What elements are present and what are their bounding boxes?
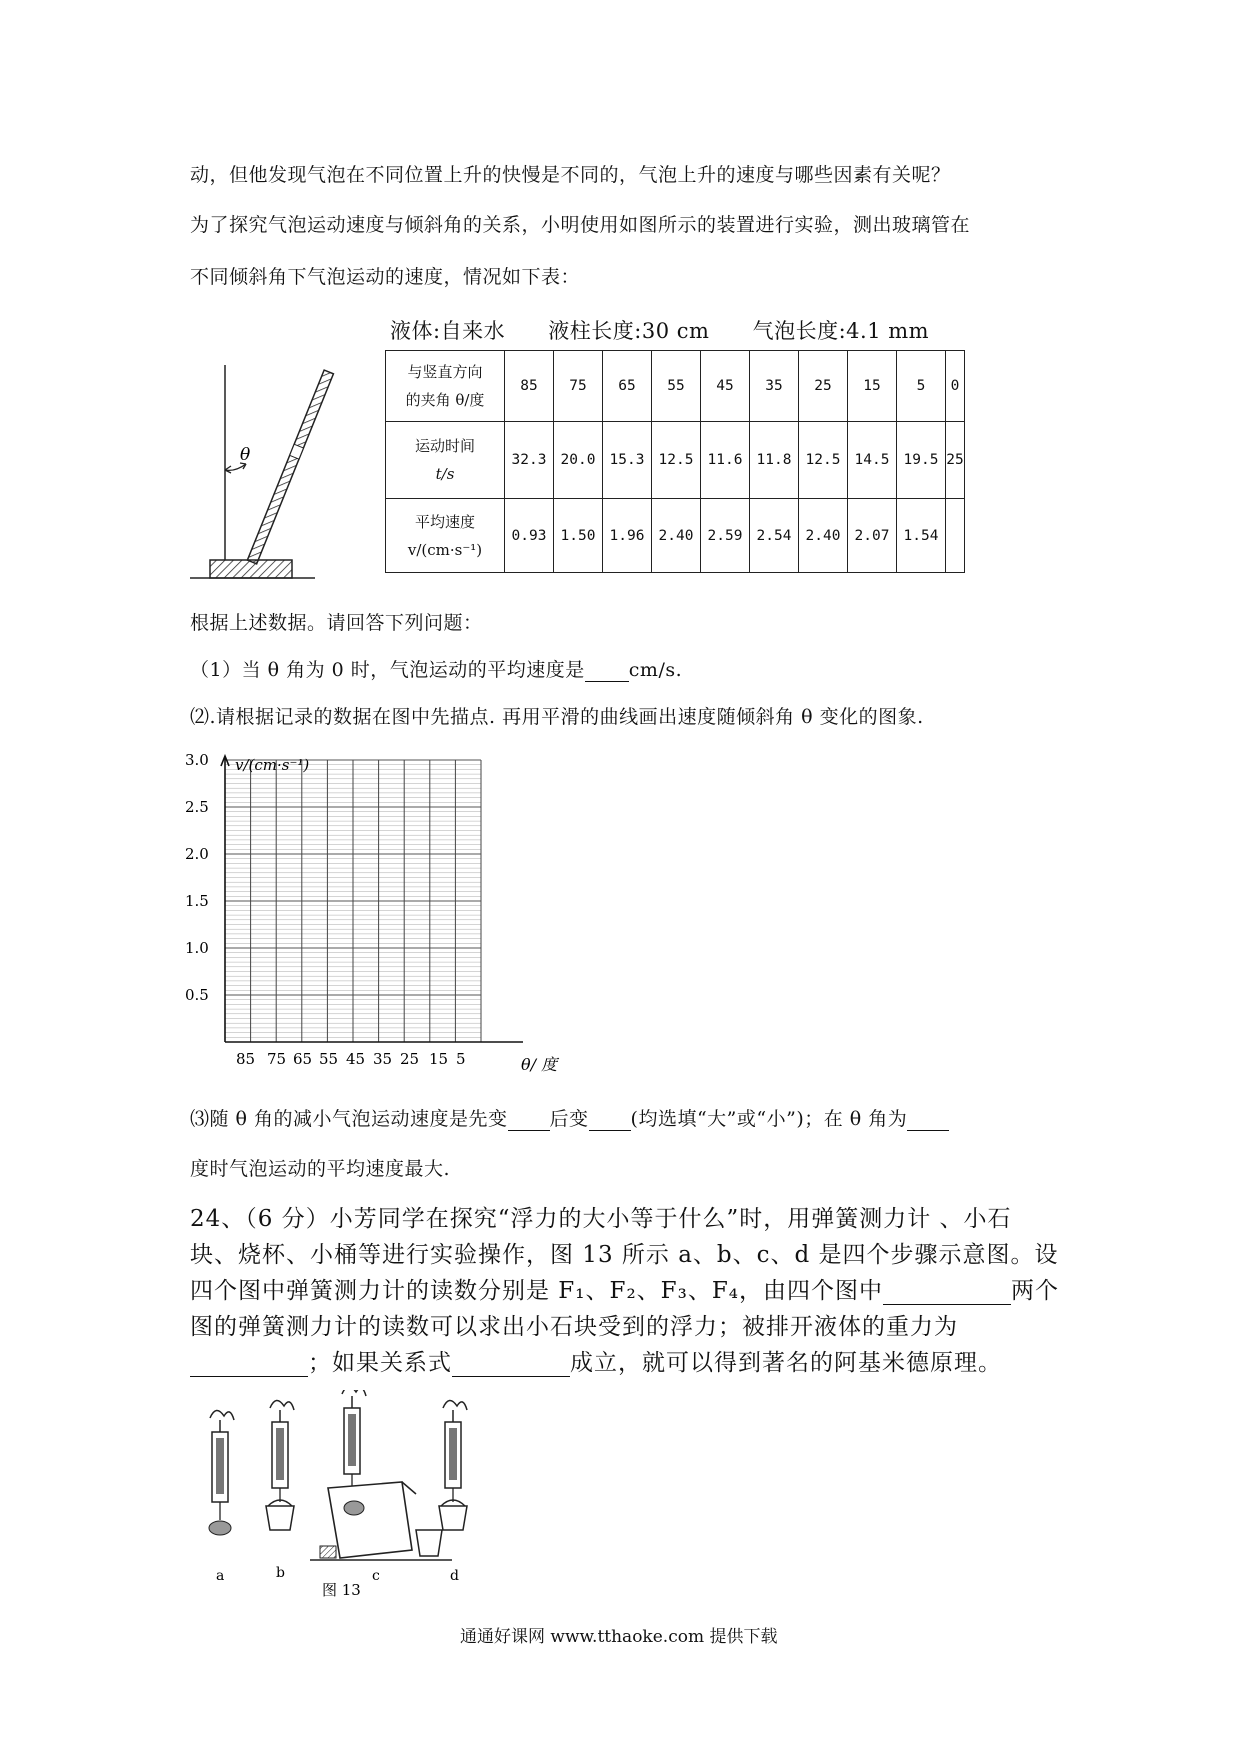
question-2: ⑵.请根据记录的数据在图中先描点. 再用平滑的曲线画出速度随倾斜角 θ 变化的图象. [190, 706, 924, 728]
question-3-line-1 [190, 1104, 949, 1131]
question-24-text-b: 两个 [1011, 1278, 1060, 1304]
table-row-angle [386, 351, 965, 422]
figure-13-illustration [190, 1390, 570, 1610]
x-tick-label: 75 [267, 1050, 287, 1068]
intro-line-2: 为了探究气泡运动速度与倾斜角的关系，小明使用如图所示的装置进行实验，测出玻璃管在 [190, 214, 971, 236]
speed-cell: 2.40 [652, 499, 701, 573]
hand-icon [210, 1410, 234, 1420]
time-cell: 14.5 [848, 422, 897, 499]
header-line: t/s [435, 465, 455, 483]
time-cell: 32.3 [505, 422, 554, 499]
header-line: 运动时间 [414, 437, 475, 455]
answer-blank[interactable] [508, 1108, 550, 1131]
speed-cell: 2.07 [848, 499, 897, 573]
table-caption [390, 315, 965, 345]
answer-blank[interactable] [883, 1278, 1011, 1305]
question-1-text: （1）当 θ 角为 0 时，气泡运动的平均速度是 [190, 659, 585, 681]
table-row-speed [386, 499, 965, 573]
y-tick-label: 1.5 [185, 892, 209, 910]
question-1-unit: cm/s. [628, 659, 683, 681]
overflow-beaker [328, 1482, 412, 1558]
intro-line-3: 不同倾斜角下气泡运动的速度，情况如下表： [190, 266, 581, 288]
x-tick-label: 15 [429, 1050, 449, 1068]
theta-label: θ [240, 445, 251, 465]
speed-cell: 2.54 [750, 499, 799, 573]
header-line: 与竖直方向 [407, 363, 483, 381]
y-tick-label: 3.0 [185, 751, 209, 769]
step-c-immersion [310, 1390, 452, 1560]
header-line: v/(cm·s⁻¹) [407, 540, 483, 559]
caption-column-length: 液柱长度:30 cm [548, 319, 710, 343]
x-tick-label: 55 [319, 1050, 339, 1068]
y-axis-label: v/(cm·s⁻¹) [235, 756, 310, 774]
bucket [416, 1530, 442, 1556]
question-1 [190, 655, 682, 682]
footer-credit: 通通好课网 www.tthaoke.com 提供下载 [460, 1627, 778, 1647]
row-header-speed [386, 499, 505, 573]
caption-liquid: 液体:自来水 [390, 319, 506, 343]
header-line: 平均速度 [414, 512, 475, 531]
time-cell: 19.5 [897, 422, 946, 499]
angle-cell: 15 [848, 351, 897, 422]
tilted-tube-apparatus [180, 350, 380, 585]
table-row-time [386, 422, 965, 499]
question-3-text-b: 后变 [549, 1108, 589, 1130]
hand-icon [342, 1390, 366, 1396]
x-tick-label: 5 [456, 1050, 466, 1068]
row-header-angle [386, 351, 505, 422]
question-24-line-3 [190, 1272, 1059, 1305]
stone [209, 1521, 231, 1535]
x-tick-label: 25 [400, 1050, 420, 1068]
row-header-time [386, 422, 505, 499]
angle-cell: 25 [799, 351, 848, 422]
step-b-scale-with-bucket [266, 1400, 294, 1530]
time-cell: 12.5 [799, 422, 848, 499]
time-cell: 25 [946, 422, 965, 499]
question-24-line-2: 块、烧杯、小桶等进行实验操作，图 13 所示 a、b、c、d 是四个步骤示意图。设 [190, 1242, 1059, 1268]
answer-blank[interactable] [907, 1108, 949, 1131]
bucket [266, 1506, 294, 1530]
speed-cell: 2.40 [799, 499, 848, 573]
angle-cell: 55 [652, 351, 701, 422]
time-cell: 11.8 [750, 422, 799, 499]
speed-cell: 0.93 [505, 499, 554, 573]
step-d-scale-with-water-bucket [439, 1400, 467, 1530]
angle-cell: 0 [946, 351, 965, 422]
answer-blank[interactable] [452, 1350, 570, 1377]
speed-cell: 1.50 [554, 499, 603, 573]
y-tick-labels [185, 751, 209, 1004]
x-tick-label: 65 [293, 1050, 313, 1068]
support-block [320, 1546, 336, 1558]
time-cell: 11.6 [701, 422, 750, 499]
bubble-data-table [385, 350, 965, 573]
glass-tube [247, 370, 333, 564]
speed-cell: 1.96 [603, 499, 652, 573]
question-intro: 根据上述数据。请回答下列问题： [190, 612, 483, 634]
x-tick-label: 45 [346, 1050, 366, 1068]
angle-cell: 5 [897, 351, 946, 422]
question-3-text-c: (均选填“大”或“小”)；在 θ 角为 [630, 1108, 908, 1130]
header-line: 的夹角 θ/度 [405, 391, 485, 409]
y-tick-label: 0.5 [185, 986, 209, 1004]
question-24-line-4: 图的弹簧测力计的读数可以求出小石块受到的浮力；被排开液体的重力为 [190, 1314, 958, 1340]
question-24-text-c: ；如果关系式 [308, 1350, 452, 1376]
angle-cell: 45 [701, 351, 750, 422]
question-24-text-a: 四个图中弹簧测力计的读数分别是 F₁、F₂、F₃、F₄，由四个图中 [190, 1278, 884, 1304]
angle-cell: 35 [750, 351, 799, 422]
angle-arrow-left [225, 466, 231, 473]
time-cell: 15.3 [603, 422, 652, 499]
hand-icon [443, 1400, 467, 1410]
y-tick-label: 2.5 [185, 798, 209, 816]
angle-cell: 65 [603, 351, 652, 422]
intro-line-1: 动，但他发现气泡在不同位置上升的快慢是不同的，气泡上升的速度与哪些因素有关呢？ [190, 164, 951, 186]
y-tick-label: 2.0 [185, 845, 209, 863]
time-cell: 20.0 [554, 422, 603, 499]
label-a: a [216, 1568, 225, 1584]
bucket [439, 1506, 467, 1530]
speed-cell: 1.54 [897, 499, 946, 573]
speed-cell: 2.59 [701, 499, 750, 573]
x-tick-labels [236, 1050, 466, 1068]
caption-bubble-length: 气泡长度:4.1 mm [752, 319, 930, 343]
question-24-text-d: 成立，就可以得到著名的阿基米德原理。 [570, 1350, 1002, 1376]
hand-icon [270, 1400, 294, 1410]
y-tick-label: 1.0 [185, 939, 209, 957]
label-b: b [276, 1565, 285, 1581]
grid-lines [225, 760, 481, 1042]
label-d: d [450, 1568, 459, 1584]
question-24-line-5 [190, 1344, 1002, 1377]
angle-cell: 85 [505, 351, 554, 422]
answer-blank[interactable] [589, 1108, 631, 1131]
answer-blank[interactable] [585, 659, 629, 682]
angle-cell: 75 [554, 351, 603, 422]
question-3-line-2: 度时气泡运动的平均速度最大. [190, 1158, 451, 1180]
x-axis-label: θ/ 度 [521, 1055, 558, 1074]
label-c: c [372, 1568, 380, 1584]
speed-cell [946, 499, 965, 573]
stone [344, 1501, 364, 1515]
time-cell: 12.5 [652, 422, 701, 499]
x-tick-label: 85 [236, 1050, 256, 1068]
figure-caption: 图 13 [322, 1581, 361, 1599]
tube-base [210, 560, 292, 578]
x-tick-label: 35 [373, 1050, 393, 1068]
velocity-angle-grid [185, 750, 585, 1080]
answer-blank[interactable] [190, 1350, 308, 1377]
step-a-scale-with-stone [209, 1410, 234, 1535]
question-24-line-1: 24、（6 分）小芳同学在探究“浮力的大小等于什么”时，用弹簧测力计 、小石 [190, 1206, 1012, 1232]
question-3-text-a: ⑶随 θ 角的减小气泡运动速度是先变 [190, 1108, 508, 1130]
